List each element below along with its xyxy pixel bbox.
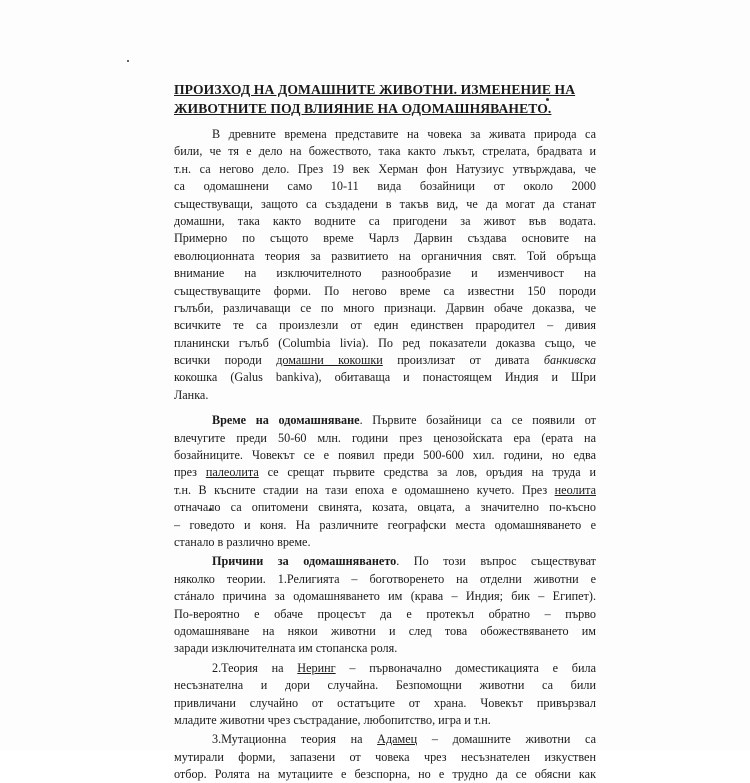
paragraph-line: отбор. Ролята на мутациите е безспорна, но е трудно да се обясни как <box>174 767 596 782</box>
underlined-term: Адамец <box>377 732 418 747</box>
paragraph-line <box>174 660 596 677</box>
paragraph-line: По-вероятно е обаче процесът да е протекъл обратно – първо <box>174 606 596 621</box>
paragraph-line: кокошка (Galus bankiva), обитаваща и понастоящем Индия и Шри <box>174 370 596 385</box>
text-run: – първоначално доместикацията е била <box>335 660 596 675</box>
paragraph-line: несъзнателна и дори случайна. Безпомощни животни са били <box>174 678 596 693</box>
text-run: се срещат първите средства за лов, оръдия на труда и <box>258 465 596 480</box>
paragraph-line: мутирали форми, запазени от човека чрез несъзнателен изкуствен <box>174 749 596 764</box>
title-line: ЖИВОТНИТЕ ПОД ВЛИЯНИЕ НА ОДОМАШНЯВАНЕТО. <box>174 101 552 116</box>
underlined-term: палеолита <box>205 465 259 480</box>
paragraph-line: станало в различно време. <box>174 534 311 549</box>
paragraph-line <box>174 352 596 369</box>
text-run: т.н. В късните стадии на тази епоха е одомашнено кучето. През <box>174 482 555 497</box>
paragraph-line: стáнало причина за одомашняването им (крава – Индия; бик – Египет). <box>174 589 596 604</box>
title-line: ПРОИЗХОД НА ДОМАШНИТЕ ЖИВОТНИ. ИЗМЕНЕНИЕ НА <box>174 82 576 97</box>
text-run: всички породи <box>174 353 277 368</box>
paragraph-line: т.н. са негово дело. През 19 век Херман фон Натузиус утвърждава, че <box>174 161 596 176</box>
paragraph-line: планински гълъб (Columbia livia). По ред показатели доказва също, че <box>174 335 596 350</box>
text-run: . Първите бозайници са се появили от <box>359 413 596 428</box>
paragraph-line: са одомашнени само 10-11 вида бозайници от около 2000 <box>174 179 596 194</box>
paragraph-line: били, че тя е дело на божеството, така както лъкът, стрелата, брадвата и <box>174 144 596 159</box>
paragraph-line: бозайниците. Човекът се е появил преди 500-600 хил. години, но едва <box>174 448 596 463</box>
paragraph-line: внимание на изключителното разнообразие и изменчивост на <box>174 266 596 281</box>
paragraph-line: привличани случайно от остатъците от храна. Човекът привързвал <box>174 695 596 710</box>
paragraph-line <box>174 412 596 429</box>
paragraph-line: еволюционната теория за развитието на органичния свят. Той обръща <box>174 248 596 263</box>
text-run: 3.Мутационна теория на <box>212 732 378 747</box>
paragraph-line: заради изключителната им стопанска роля. <box>174 641 398 656</box>
paragraph-line: гълъби, различаващи се по много признаци. Дарвин обаче доказва, че <box>174 300 596 315</box>
document-body <box>174 126 596 783</box>
paragraph-line: одомашняване на някои животни и след това обожествяването им <box>174 623 596 638</box>
paragraph-line: отначало са опитомени свинята, козата, овцата, а значително по-късно <box>174 500 596 515</box>
underlined-term: домашни кокошки <box>276 353 383 368</box>
section-heading: Време на одомашняване <box>212 413 360 428</box>
paragraph-line: съществуващите форми. По негово време са известни 150 породи <box>174 283 596 298</box>
underlined-term: неолита <box>554 482 596 497</box>
document-title <box>174 80 604 118</box>
paragraph-line <box>174 464 596 481</box>
paragraph-line <box>174 731 596 748</box>
paragraph-line: няколко теории. 1.Религията – боготворенето на отделни животни е <box>174 571 596 586</box>
paragraph-line: влечугите преди 50-60 млн. години през ценозойската ера (ерата на <box>174 430 596 445</box>
paragraph-line: съществуващи, защото са създадени в такъв вид, че да могат да станат <box>174 196 596 211</box>
paragraph-line: В древните времена представите на човека за живата природа са <box>212 127 596 141</box>
text-run: произлизат от дивата <box>382 353 544 368</box>
paragraph-line: домашни, така както водните са пригодени за живот във водата. <box>174 213 596 228</box>
paragraph-line: младите животни чрез състрадание, любопитство, игра и т.н. <box>174 712 491 727</box>
paragraph-line <box>174 553 596 570</box>
paragraph-line: Ланка. <box>174 387 209 402</box>
paragraph-line: – говедото и коня. На различните географски места одомашняването е <box>174 517 596 532</box>
text-run: . По този въпрос съществуват <box>396 554 596 569</box>
paragraph-line <box>174 482 596 499</box>
scan-speck <box>127 60 129 62</box>
paragraph-line: всичките те са произлезли от един единствен прародител – дивия <box>174 318 596 333</box>
paragraph-line: Примерно по същото време Чарлз Дарвин създава основите на <box>174 231 596 246</box>
italic-term: банкивска <box>543 353 596 368</box>
text-run: – домашните животни са <box>417 732 596 747</box>
text-run: през <box>174 465 206 480</box>
section-heading: Причини за одомашняването <box>212 554 397 569</box>
text-run: 2.Теория на <box>212 660 298 675</box>
underlined-term: Неринг <box>297 660 336 675</box>
